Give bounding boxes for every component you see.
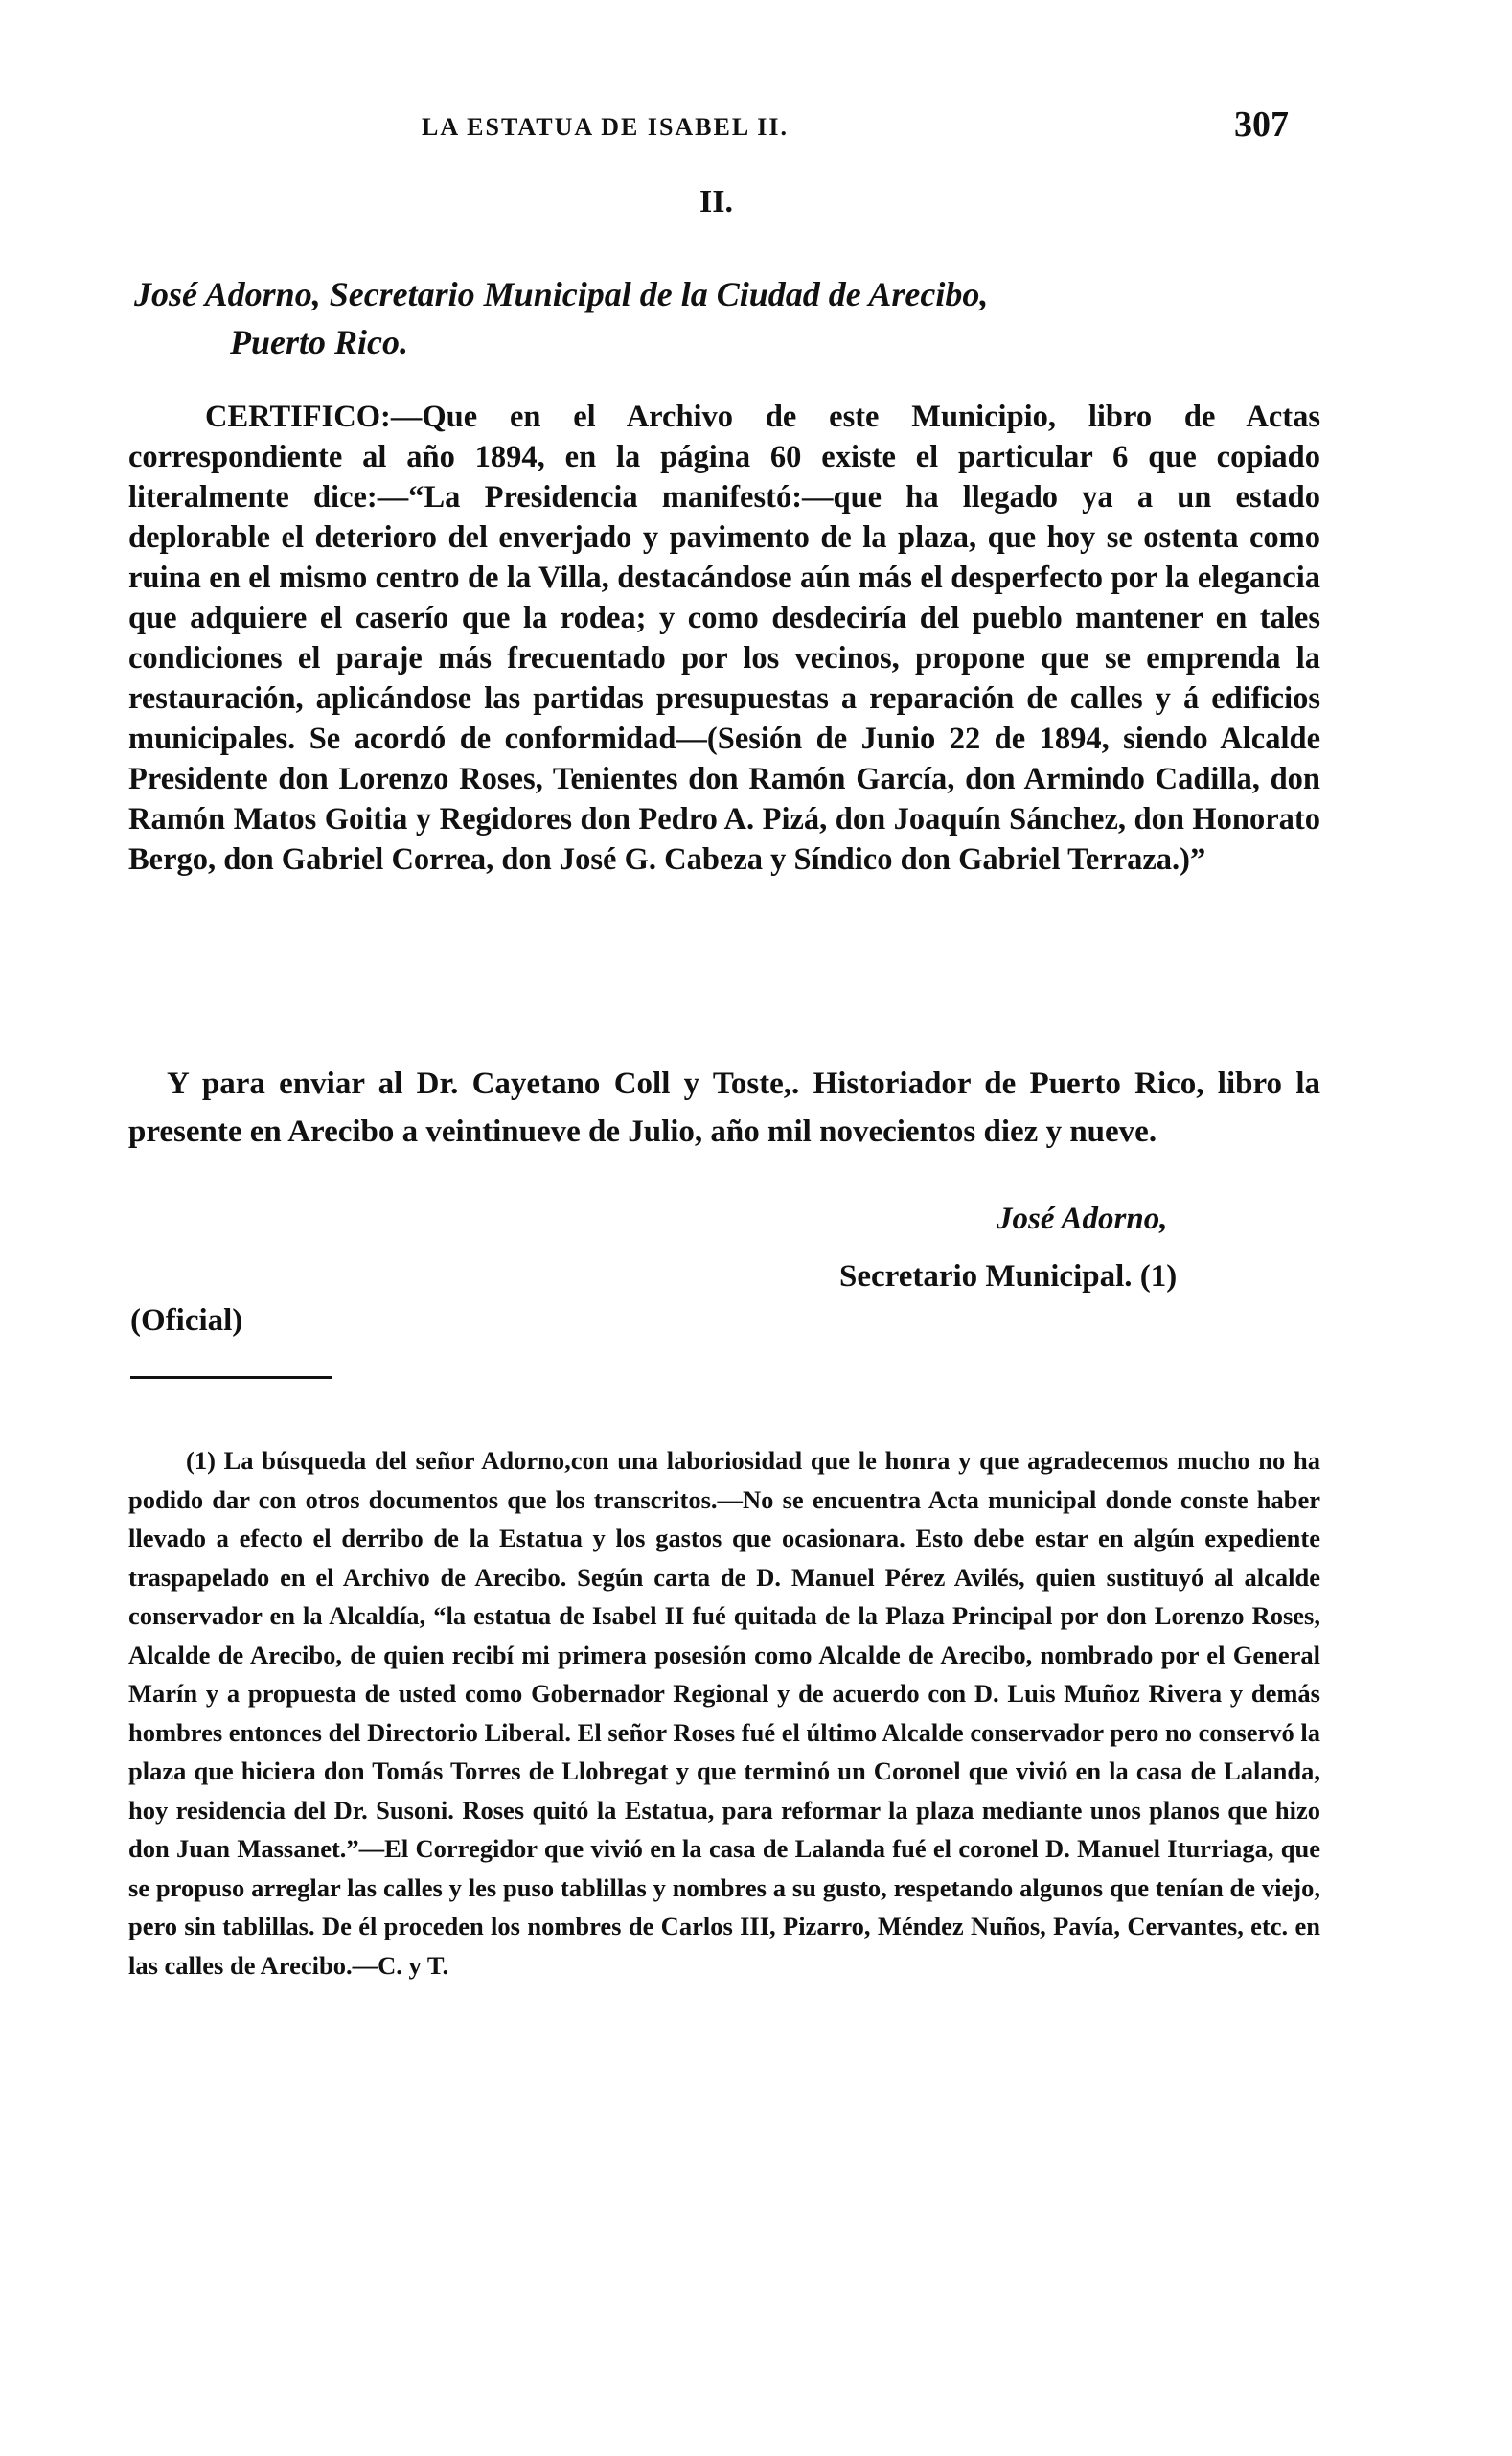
signature-title: Secretario Municipal. (1) [839,1259,1178,1294]
signature-name: José Adorno, [997,1202,1168,1236]
official-mark: (Oficial) [130,1303,243,1338]
footnote-divider [130,1376,332,1379]
closing-paragraph: Y para enviar al Dr. Cayetano Coll y Toste,. Historiador de Puerto Rico, libro la presente en Arecibo a veintinueve de Julio, año mil novecientos diez y nueve. [128,1067,1320,1149]
certificate-paragraph: CERTIFICO:—Que en el Archivo de este Municipio, libro de Actas correspondiente al año 1894, en la página 60 existe el particular 6 que copiado literalmente dice:—“La Presidencia manifestó:—que ha llegado ya a un estado deplorable el deterioro del enverjado y pavimento de la plaza, que hoy se ostenta como ruina en el mismo centro de la Villa, destacándose aún más el desperfecto por la elegancia que adquiere el caserío que la rodea; y como desdeciría del pueblo mantener en tales condiciones el paraje más frecuentado por los vecinos, propone que se emprenda la restauración, aplicándose las partidas presupuestas a reparación de calles y á edificios municipales. Se acordó de conformidad—(Sesión de Junio 22 de 1894, siendo Alcalde Presidente don Lorenzo Roses, Tenientes don Ramón García, don Armindo Cadilla, don Ramón Matos Goitia y Regidores don Pedro A. Pizá, don Joaquín Sánchez, don Honorato Bergo, don Gabriel Correa, don José G. Cabeza y Síndico don Gabriel Terraza.)” [128,400,1320,877]
running-title: LA ESTATUA DE ISABEL II. [422,113,790,141]
document-heading [134,270,1313,366]
certificate-body [128,397,1320,880]
page-number: 307 [1234,104,1289,145]
section-number: II. [699,184,733,219]
closing-paragraph-block [128,1060,1320,1156]
footnote [128,1441,1320,1985]
heading-line-1: José Adorno, Secretario Municipal de la Ciudad de Arecibo, [134,275,989,313]
heading-line-2: Puerto Rico. [230,323,408,361]
footnote-text: (1) La búsqueda del señor Adorno,con una laboriosidad que le honra y que agradecemos mucho no ha podido dar con otros documentos que los transcritos.—No se encuentra Acta municipal donde conste haber llevado a efecto el derribo de la Estatua y los gastos que ocasionara. Esto debe estar en algún expediente traspapelado en el Archivo de Arecibo. Según carta de D. Manuel Pérez Avilés, quien sustituyó al alcalde conservador en la Alcaldía, “la estatua de Isabel II fué quitada de la Plaza Principal por don Lorenzo Roses, Alcalde de Arecibo, de quien recibí mi primera posesión como Alcalde de Arecibo, nombrado por el General Marín y a propuesta de usted como Gobernador Regional y de acuerdo con D. Luis Muñoz Rivera y demás hombres entonces del Directorio Liberal. El señor Roses fué el último Alcalde conservador pero no conservó la plaza que hiciera don Tomás Torres de Llobregat y que terminó un Coronel que vivió en la casa de Lalanda, hoy residencia del Dr. Susoni. Roses quitó la Estatua, para reformar la plaza mediante unos planos que hizo don Juan Massanet.”—El Corregidor que vivió en la casa de Lalanda fué el coronel D. Manuel Iturriaga, que se propuso arreglar las calles y les puso tablillas y nombres a su gusto, respetando algunos que tenían de viejo, pero sin tablillas. De él proceden los nombres de Carlos III, Pizarro, Méndez Nuños, Pavía, Cervantes, etc. en las calles de Arecibo.—C. y T. [128,1446,1320,1980]
